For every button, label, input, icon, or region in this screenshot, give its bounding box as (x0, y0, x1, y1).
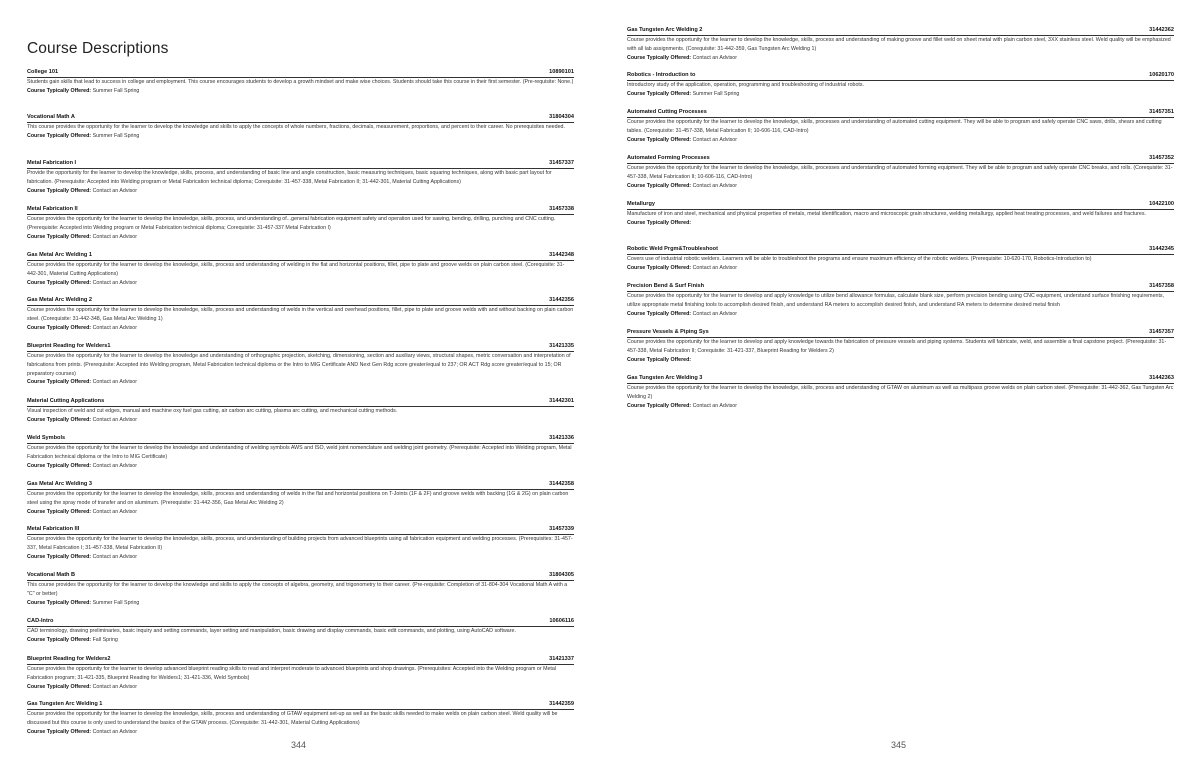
offered-label: Course Typically Offered: (27, 324, 92, 331)
course-offered (27, 599, 574, 608)
offered-label: Course Typically Offered: (27, 683, 92, 690)
course-name: Metal Fabrication II (27, 206, 78, 212)
course-code: 31421335 (549, 343, 574, 349)
course-code: 10422100 (1149, 201, 1174, 207)
course-entry (27, 206, 574, 241)
course-header (627, 283, 1174, 292)
course-offered (27, 636, 574, 645)
course-name: Gas Metal Arc Welding 3 (27, 481, 92, 487)
course-name: Weld Symbols (27, 435, 66, 441)
course-description: Course provides the opportunity for the learner to develop the knowledge, skills, process and understanding of GTAW on aluminum as well as multipass groove welds on plain carbon steel. (Prerequisite: 31-442-362, Gas Tungsten Arc Welding 2) (627, 385, 1174, 400)
course-code: 31457339 (549, 526, 574, 532)
course-header (27, 160, 574, 169)
left-page-number: 344 (291, 740, 307, 750)
offered-label: Course Typically Offered: (27, 279, 92, 286)
course-code: 31457337 (549, 160, 574, 166)
offered-value: Fall Spring (92, 636, 118, 643)
offered-label: Course Typically Offered: (27, 132, 92, 139)
course-offered (27, 508, 574, 517)
course-name: Metal Fabrication I (27, 160, 77, 166)
offered-value: Contact an Advisor (92, 233, 138, 240)
course-description: Students gain skills that lead to success in college and employment. This course encourages students to develop a growth mindset and make wise choices. Students should take this course in their first semester. (Pre-requisite: None.) (27, 79, 574, 85)
offered-value: Contact an Advisor (92, 462, 138, 469)
course-offered (627, 310, 1174, 319)
course-entry (627, 283, 1174, 318)
course-description: Provide the opportunity for the learner to develop the knowledge, skills, process, and understanding of basic line and angle construction, basic measuring techniques, basic squaring techniques, along with basic part layout for fabrication. (Prerequisite: Accepted into Welding program or Metal Fabrication technical diploma; Corequisite: 31-457-338, Metal Fabrication II; 31-442-301, Material Cutting Applications) (27, 170, 552, 185)
course-name: CAD-Intro (27, 618, 54, 624)
offered-value: Summer Fall Spring (92, 599, 140, 606)
course-name: Gas Metal Arc Welding 2 (27, 297, 92, 303)
right-page-number: 345 (891, 740, 907, 750)
course-description: Introductory study of the application, operation, programming and troubleshooting of industrial robots. (627, 82, 865, 88)
course-name: Vocational Math A (27, 114, 75, 120)
course-offered (27, 187, 574, 196)
course-header (627, 72, 1174, 81)
course-name: Automated Forming Processes (627, 155, 710, 161)
course-entry (627, 246, 1174, 273)
offered-value: Contact an Advisor (92, 379, 138, 386)
course-description: Visual inspection of weld and cut edges, manual and machine oxy fuel gas cutting, air carbon arc cutting, plasma arc cutting, and mechanical cutting methods. (27, 408, 398, 414)
course-description: Course provides the opportunity for the learner to develop the knowledge, skills, process, and understanding of building projects from advanced blueprints using all fabrication equipment and welding processes. (Prerequisites: 31-457-337, Metal Fabrication I; 31-457-338, Metal Fabrication II) (27, 536, 573, 551)
course-entry (27, 656, 574, 691)
course-name: Pressure Vessels & Piping Sys (627, 329, 709, 335)
offered-value: Contact an Advisor (92, 187, 138, 194)
course-name: Material Cutting Applications (27, 398, 105, 404)
course-header (27, 69, 574, 78)
course-code: 31457357 (1149, 329, 1174, 335)
course-name: Gas Metal Arc Welding 1 (27, 252, 92, 258)
offered-label: Course Typically Offered: (27, 636, 92, 643)
course-description: This course provides the opportunity for the learner to develop the knowledge and skills to apply the concepts of algebra, geometry, and trigonometry to their career. (Pre-requisite: Completion of 31-804-304 Vocational Math A with a "C" or better) (27, 582, 568, 597)
course-entry (27, 114, 574, 141)
course-entry (27, 618, 574, 645)
course-description: Course provides the opportunity for the learner to develop and apply knowledge to utilize bend allowance formulas, calculate blank size, perform precision bending using CNC equipment, understand surface finishing requirements, utilize appropriate metal finishing tools to accomplish desired finish, and understand RA meters to accomplish desired finish, and understand RA meters to determine desired metal finish (627, 293, 1165, 308)
course-description: Course provides the opportunity for the learner to develop the knowledge, skills, process and understanding of GTAW equipment set-up as well as the basic skills needed to make welds on plain carbon steel. Weld quality will be discussed but this course is only used to understand the basics of the GTAW process. (Corequisite: 31-442-301, Material Cutting Applications) (27, 711, 558, 726)
course-entry (627, 201, 1174, 228)
course-name: Gas Tungsten Arc Welding 2 (627, 27, 703, 33)
course-header (27, 572, 574, 581)
course-code: 31421337 (549, 656, 574, 662)
offered-value: Contact an Advisor (692, 54, 738, 61)
course-code: 31442362 (1149, 27, 1174, 33)
offered-value: Contact an Advisor (692, 136, 738, 143)
course-entry (627, 27, 1174, 62)
course-code: 10890101 (549, 69, 574, 75)
offered-value: Contact an Advisor (692, 310, 738, 317)
course-header (27, 398, 574, 407)
offered-label: Course Typically Offered: (27, 233, 92, 240)
course-code: 31442345 (1149, 246, 1174, 252)
course-description: This course provides the opportunity for the learner to develop the knowledge and skills to apply the concepts of whole numbers, fractions, decimals, measurement, proportions, and percent to their career. No prerequisites needed. (27, 124, 565, 130)
course-description: Manufacture of iron and steel, mechanical and physical properties of metals, metal identification, macro and microscopic grain structures, welding metallurgy, applied heat treating processes, and weld failures and fractures. (627, 211, 1146, 217)
offered-label: Course Typically Offered: (27, 379, 92, 386)
offered-label: Course Typically Offered: (627, 264, 692, 271)
offered-label: Course Typically Offered: (627, 310, 692, 317)
offered-value: Contact an Advisor (692, 402, 738, 409)
offered-value: Summer Fall Spring (92, 87, 140, 94)
course-description: Course provides the opportunity for the learner to develop the knowledge, skills, process and understanding of welds in the vertical and overhead positions, fillet, pipe to plate and groove welds with and without backing on plain carbon steel. (Corequisite: 31-442-348, Gas Metal Arc Welding 1) (27, 307, 574, 322)
course-description: Course provides the opportunity for the learner to develop the knowledge, skills, process and understanding of welds in the flat and horizontal positions on T-Joints (1F & 2F) and groove welds with backing (1G & 2G) on plain carbon steel using the spray mode of transfer and on aluminum. (Prerequisite: 31-442-356, Gas Metal Arc Welding 2) (27, 491, 569, 506)
course-name: Metal Fabrication III (27, 526, 80, 532)
course-entry (27, 701, 574, 736)
course-code: 31804304 (549, 114, 574, 120)
offered-label: Course Typically Offered: (27, 462, 92, 469)
course-header (27, 114, 574, 123)
course-name: Blueprint Reading for Welders1 (27, 343, 111, 349)
course-code: 10620170 (1149, 72, 1174, 78)
course-description: Course provides the opportunity for the learner to develop and apply knowledge towards the fabrication of pressure vessels and piping systems. Students will fabricate, weld, and assemble a final capstone project. (Prerequisite: 31-457-338, Metal Fabrication II; Corequisite: 31-421-337, Blueprint Reading for Welders 2) (627, 339, 1167, 354)
course-name: Vocational Math B (27, 572, 76, 578)
course-entry (627, 109, 1174, 144)
course-code: 31421336 (549, 435, 574, 441)
course-entry (627, 155, 1174, 190)
course-description: Course provides the opportunity for the learner to develop the knowledge and understanding of orthographic projection, sketching, dimensioning, section and auxiliary views, structural shapes, metric conversation and interpretation of fabrications from prints. (Prerequisite: Accepted into Welding program, Metal Fabrication technical diploma or the Intro to MIG Certificate AND Next Gen Rdg score greater/equal to 237; OR ACT Rdg score greater/equal to 15; OR preparatory courses) (27, 353, 571, 377)
course-header (27, 526, 574, 535)
course-description: Covers use of industrial robotic welders. Learners will be able to troubleshoot the programs and ensure maximum efficiency of the robotic welders. (Prerequisite: 10-620-170, Robotics-Introduction to) (627, 256, 1092, 262)
course-offered (27, 728, 574, 737)
course-entry (27, 69, 574, 96)
offered-value: Contact an Advisor (92, 324, 138, 331)
offered-label: Course Typically Offered: (627, 402, 692, 409)
course-entry (27, 481, 574, 516)
course-offered (627, 136, 1174, 145)
course-entry (27, 435, 574, 470)
offered-value: Summer Fall Spring (92, 132, 140, 139)
course-offered (27, 378, 574, 387)
course-description: Course provides the opportunity for the learner to develop the knowledge and understanding of welding symbols AWS and ISO, weld joint nomenclature and welding joint geometry. (Prerequisite: Accepted into Welding program, Metal Fabrication technical diploma or the Intro to MIG Certificate) (27, 445, 572, 460)
offered-value: Summer Fall Spring (692, 90, 740, 97)
course-offered (627, 90, 1174, 99)
course-entry (27, 572, 574, 607)
offered-label: Course Typically Offered: (27, 187, 92, 194)
offered-label: Course Typically Offered: (627, 136, 692, 143)
course-description: Course provides the opportunity for the learner to develop the knowledge, skills, processes and understanding of automated forming equipment. They will be able to program and safely operate CNC breaks, and rolls. (Corequisite: 31-457-338, Metal Fabrication II; 10-606-116, CAD-Intro) (627, 165, 1173, 180)
offered-label: Course Typically Offered: (27, 87, 92, 94)
offered-label: Course Typically Offered: (27, 599, 92, 606)
course-entry (27, 252, 574, 287)
course-name: Precision Bend & Surf Finish (627, 283, 705, 289)
course-name: Gas Tungsten Arc Welding 3 (627, 375, 703, 381)
course-name: Automated Cutting Processes (627, 109, 707, 115)
offered-label: Course Typically Offered: (627, 54, 692, 61)
course-offered (27, 416, 574, 425)
course-offered (627, 356, 1174, 365)
course-code: 31442301 (549, 398, 574, 404)
course-header (627, 109, 1174, 118)
course-offered (627, 264, 1174, 273)
course-offered (627, 402, 1174, 411)
offered-value: Contact an Advisor (92, 508, 138, 515)
course-header (27, 481, 574, 490)
course-description: Course provides the opportunity for the learner to develop the knowledge, skills, processes and understanding of automated cutting equipment. They will be able to program and safely operate CNC saws, drills, shears and cutting tables. (Corequisite: 31-457-338, Metal Fabrication II; 10-606-116, CAD-Intro) (627, 119, 1162, 134)
course-offered (27, 683, 574, 692)
course-offered (27, 324, 574, 333)
offered-value: Contact an Advisor (92, 683, 138, 690)
course-header (627, 155, 1174, 164)
course-offered (27, 462, 574, 471)
course-description: Course provides the opportunity for the learner to develop the knowledge, skills, process, and understanding of...general fabrication equipment safety and operation used for sawing, bending, drilling, punching and CNC cutting. (Prerequisite: Accepted into Welding program or Metal Fabrication technical diploma; Corequisite: 31-457-337 Metal Fabrication I) (27, 216, 556, 231)
page-title: Course Descriptions (27, 40, 169, 57)
course-offered (27, 132, 574, 141)
course-code: 31457352 (1149, 155, 1174, 161)
course-entry (627, 375, 1174, 410)
course-entry (627, 329, 1174, 364)
course-header (627, 375, 1174, 384)
course-code: 31804305 (549, 572, 574, 578)
left-page (27, 0, 574, 776)
course-name: Blueprint Reading for Welders2 (27, 656, 111, 662)
course-offered (627, 54, 1174, 63)
offered-value: Contact an Advisor (692, 182, 738, 189)
course-name: Gas Tungsten Arc Welding 1 (27, 701, 103, 707)
course-offered (27, 553, 574, 562)
course-code: 31442358 (549, 481, 574, 487)
course-header (627, 329, 1174, 338)
course-code: 31442359 (549, 701, 574, 707)
course-code: 31457351 (1149, 109, 1174, 115)
course-header (627, 201, 1174, 210)
course-description: CAD terminology, drawing preliminaries, basic inquiry and setting commands, layer setting and manipulation, basic drawing and display commands, basic edit commands, and plotting, using AutoCAD software. (27, 628, 516, 634)
offered-label: Course Typically Offered: (27, 508, 92, 515)
course-code: 31442363 (1149, 375, 1174, 381)
course-header (627, 246, 1174, 255)
course-entry (27, 526, 574, 561)
right-page (627, 0, 1174, 776)
offered-label: Course Typically Offered: (627, 219, 692, 226)
course-description: Course provides the opportunity for the learner to develop the knowledge, skills, process and understanding of welding in the flat and horizontal positions, fillet, pipe to plate and groove welds on plain carbon steel. (Corequisite: 31-442-301, Material Cutting Applications) (27, 262, 565, 277)
offered-label: Course Typically Offered: (27, 553, 92, 560)
course-header (27, 618, 574, 627)
offered-value: Contact an Advisor (92, 728, 138, 735)
offered-label: Course Typically Offered: (627, 90, 692, 97)
course-header (27, 343, 574, 352)
course-header (27, 206, 574, 215)
course-code: 31457358 (1149, 283, 1174, 289)
course-offered (627, 219, 1174, 228)
offered-value: Contact an Advisor (92, 279, 138, 286)
offered-value: Contact an Advisor (92, 553, 138, 560)
course-header (27, 656, 574, 665)
course-name: College 101 (27, 69, 59, 75)
course-code: 10606116 (549, 618, 574, 624)
course-offered (627, 182, 1174, 191)
offered-value: Contact an Advisor (692, 264, 738, 271)
course-header (27, 701, 574, 710)
offered-value: Contact an Advisor (92, 416, 138, 423)
course-name: Robotics - Introduction to (627, 72, 696, 78)
offered-label: Course Typically Offered: (27, 728, 92, 735)
course-description: Course provides the opportunity for the learner to develop the knowledge, skills, process and understanding of making groove and fillet weld on sheet metal with plain carbon steel, 3XX stainless steel. Weld quality will be emphasized with all lab assignments. (Corequisite: 31-442-359, Gas Tungsten Arc Welding 1) (627, 37, 1171, 52)
course-header (27, 435, 574, 444)
course-header (27, 252, 574, 261)
course-entry (27, 160, 574, 195)
course-offered (27, 87, 574, 96)
course-header (27, 297, 574, 306)
course-name: Robotic Weld Prgm&Troubleshoot (627, 246, 718, 252)
course-code: 31442348 (549, 252, 574, 258)
offered-label: Course Typically Offered: (27, 416, 92, 423)
course-code: 31457338 (549, 206, 574, 212)
course-offered (27, 233, 574, 242)
course-offered (27, 279, 574, 288)
course-code: 31442356 (549, 297, 574, 303)
offered-label: Course Typically Offered: (627, 356, 692, 363)
course-header (627, 27, 1174, 36)
course-entry (27, 398, 574, 425)
course-entry (627, 72, 1174, 99)
course-entry (27, 343, 574, 387)
course-name: Metallurgy (627, 201, 655, 207)
course-entry (27, 297, 574, 332)
offered-label: Course Typically Offered: (627, 182, 692, 189)
course-description: Course provides the opportunity for the learner to develop advanced blueprint reading skills to read and interpret moderate to advanced blueprints and shop drawings. (Prerequisites: Accepted into the Welding program or Metal Fabrication program; 31-421-335, Blueprint Reading for Welders1; 31-421-336, Weld Symbols) (27, 666, 557, 681)
